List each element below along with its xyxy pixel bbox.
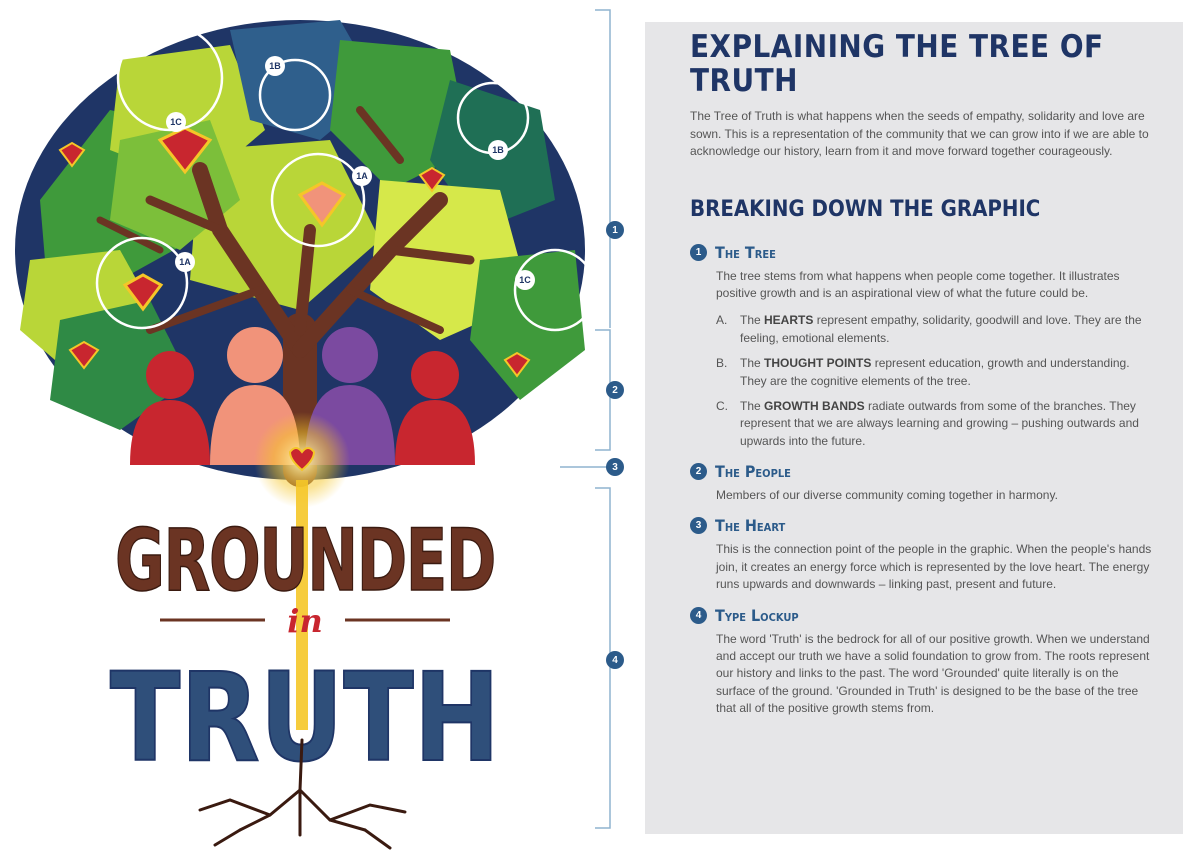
callout-label: 1C (519, 275, 531, 285)
bracket-marker: 4 (612, 655, 618, 666)
section-people (690, 462, 1159, 504)
list-item: A. The HEARTS represent empathy, solidarity, goodwill and love. They are the feeling, emotional elements. (716, 313, 1142, 345)
tree-elements-list (716, 312, 1159, 450)
keyword: GROWTH BANDS (764, 398, 865, 413)
section-text: Members of our diverse community coming together in harmony. (716, 488, 1058, 503)
panel-subtitle: BREAKING DOWN THE GRAPHIC (690, 197, 1041, 223)
section-title: The Heart (715, 516, 786, 536)
list-item: B. The THOUGHT POINTS represent education, growth and understanding. They are the cognitive elements of the tree. (716, 356, 1130, 388)
section-number: 4 (690, 607, 707, 624)
bracket-marker: 2 (612, 385, 618, 396)
callout-label: 1A (356, 171, 368, 181)
section-text: The tree stems from what happens when people come together. It illustrates positive growth and is an aspirational view of what the future could be. (716, 268, 1120, 300)
section-text: This is the connection point of the people in the graphic. When the people's hands join, it creates an energy force which is represented by the love heart. The energy runs upwards and downwards – linking past, present and future. (716, 542, 1152, 592)
callout-label: 1B (269, 61, 281, 71)
explanation-panel (645, 22, 1183, 834)
section-number: 1 (690, 244, 707, 261)
keyword: THOUGHT POINTS (764, 356, 872, 371)
callout-label: 1C (170, 117, 182, 127)
keyword: HEARTS (764, 313, 814, 328)
section-type-lockup (690, 606, 1159, 718)
callout-label: 1B (492, 145, 504, 155)
panel-intro: The Tree of Truth is what happens when the seeds of empathy, solidarity and love are sown. This is a representation of the community that we can grow into if we are able to acknowledge our history, learn from it and move forward together courageously. (690, 109, 1149, 158)
callout-label: 1A (179, 257, 191, 267)
section-title: Type Lockup (715, 605, 799, 625)
section-heart (690, 516, 1159, 593)
section-number: 2 (690, 463, 707, 480)
word-in: in (287, 602, 323, 640)
bracket-marker: 1 (612, 225, 618, 236)
bracket-marker: 3 (612, 462, 618, 473)
section-tree (690, 243, 1159, 451)
section-number: 3 (690, 517, 707, 534)
section-bracket (560, 0, 650, 860)
panel-title: EXPLAINING THE TREE OF TRUTH (690, 29, 1104, 100)
word-truth: TRUTH (110, 647, 500, 789)
list-item: C. The GROWTH BANDS radiate outwards from some of the branches. They represent that we are always learning and growing – pushing outwards and upwards into the future. (716, 398, 1139, 448)
word-grounded: GROUNDED (115, 511, 495, 611)
section-text: The word 'Truth' is the bedrock for all of our positive growth. When we understand and accept our truth we have a solid foundation to grow from. The roots represent our history and links to the past. The word 'Grounded' quite literally is on the surface of the ground. 'Grounded in Truth' is designed to be the base of the tree that all of the positive growth stems from. (716, 631, 1150, 716)
section-title: The Tree (715, 242, 776, 262)
section-title: The People (715, 462, 791, 482)
